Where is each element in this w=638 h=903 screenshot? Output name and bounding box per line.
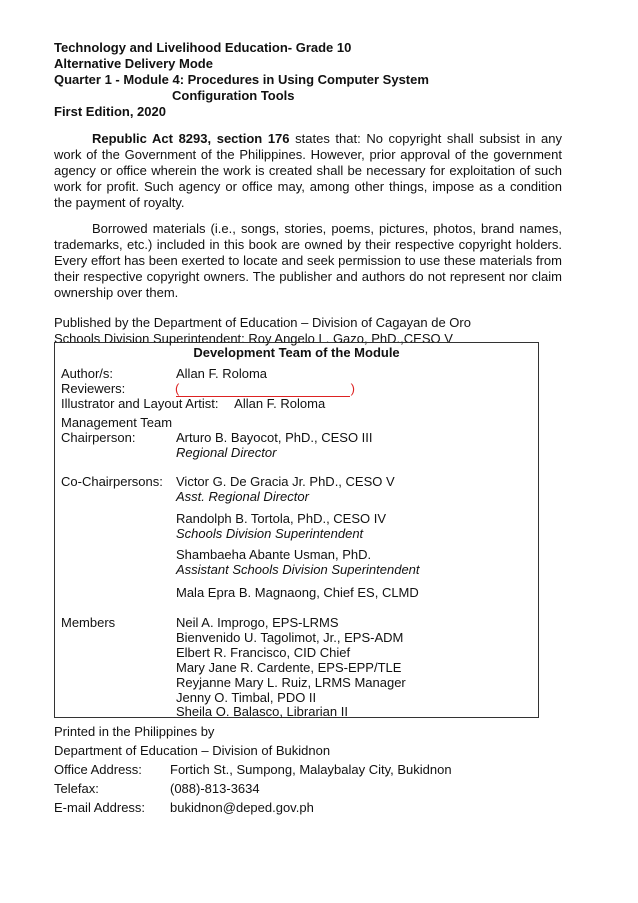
- borrowed-materials-paragraph: [54, 221, 562, 301]
- member-name: Sheila O. Balasco, Librarian II: [176, 704, 348, 719]
- chairperson-title: Regional Director: [176, 445, 277, 460]
- chairperson-name: Arturo B. Bayocot, PhD., CESO III: [176, 430, 373, 445]
- telefax-label: Telefax:: [54, 781, 99, 796]
- publisher-line: Published by the Department of Education – Division of Cagayan de Oro: [54, 315, 471, 330]
- title-line-3: Quarter 1 - Module 4: Procedures in Using Computer System: [54, 72, 429, 87]
- cochair-name: Randolph B. Tortola, PhD., CESO IV: [176, 511, 387, 526]
- superintendent-line: Schools Division Superintendent: Roy Angelo L. Gazo, PhD.,CESO V: [54, 331, 453, 346]
- member-name: Bienvenido U. Tagolimot, Jr., EPS-ADM: [176, 630, 404, 645]
- member-name: Elbert R. Francisco, CID Chief: [176, 645, 351, 660]
- title-line-4: Configuration Tools: [172, 88, 295, 103]
- edition-line: First Edition, 2020: [54, 104, 166, 119]
- member-name: Jenny O. Timbal, PDO II: [176, 690, 317, 705]
- document-page: [54, 40, 562, 347]
- member-name: Reyjanne Mary L. Ruiz, LRMS Manager: [176, 675, 406, 690]
- member-name: Neil A. Improgo, EPS-LRMS: [176, 615, 339, 630]
- office-address-row: [54, 761, 562, 778]
- office-address-value: Fortich St., Sumpong, Malaybalay City, Bukidnon: [170, 762, 452, 777]
- borrowed-text: Borrowed materials (i.e., songs, stories, poems, pictures, photos, brand names, trademarks, etc.) included in this book are owned by their respective copyright holders. Every effort has been exerted to locate and seek permission to use these materials from their respective copyright owners. The publisher and authors do not represent nor claim ownership over them.: [54, 221, 562, 300]
- cochair-title: Schools Division Superintendent: [176, 526, 364, 541]
- cochair-title: Assistant Schools Division Superintendent: [176, 562, 420, 577]
- title-block: [54, 40, 562, 120]
- development-team-box: [54, 342, 539, 718]
- copyright-paragraph: [54, 131, 562, 211]
- chairperson-label: Chairperson:: [61, 430, 136, 445]
- authors-label: Author/s:: [61, 366, 114, 381]
- title-line-1: Technology and Livelihood Education- Grade 10: [54, 40, 352, 55]
- title-line-2: Alternative Delivery Mode: [54, 56, 213, 71]
- cochair-name: Shambaeha Abante Usman, PhD.: [176, 547, 372, 562]
- illustrator-label: Illustrator and Layout Artist:: [61, 396, 219, 411]
- member-name: Mary Jane R. Cardente, EPS-EPP/TLE: [176, 660, 402, 675]
- email-row: [54, 799, 562, 816]
- printer-info: [54, 723, 562, 816]
- email-value: bukidnon@deped.gov.ph: [170, 800, 314, 815]
- cochair-name: Victor G. De Gracia Jr. PhD., CESO V: [176, 474, 395, 489]
- division-line: Department of Education – Division of Bukidnon: [54, 743, 331, 758]
- office-address-label: Office Address:: [54, 762, 142, 777]
- telefax-value: (088)-813-3634: [170, 781, 260, 796]
- co-chairpersons-label: Co-Chairpersons:: [61, 474, 163, 489]
- members-label: Members: [61, 615, 116, 630]
- printed-line: Printed in the Philippines by: [54, 724, 215, 739]
- illustrator-row: [61, 396, 325, 412]
- management-team-label: Management Team: [61, 415, 173, 430]
- reviewers-label: Reviewers:: [61, 381, 126, 396]
- cochair-name: Mala Epra B. Magnaong, Chief ES, CLMD: [176, 585, 419, 600]
- team-title: Development Team of the Module: [193, 345, 400, 360]
- cochair-title: Asst. Regional Director: [176, 489, 309, 504]
- republic-act-text: states that: No copyright shall subsist in any work of the Government of the Philippines. However, prior approval of the government agency or office wherein the work is created shall be necessary for exploitation of such work for profit. Such agency or office may, among other things, impose as a condition the payment of royalty.: [54, 131, 563, 210]
- telefax-row: [54, 780, 562, 797]
- republic-act-ref: Republic Act 8293, section 176: [92, 131, 290, 146]
- email-label: E-mail Address:: [54, 800, 146, 815]
- authors-value: Allan F. Roloma: [176, 366, 268, 381]
- illustrator-value: Allan F. Roloma: [234, 396, 326, 411]
